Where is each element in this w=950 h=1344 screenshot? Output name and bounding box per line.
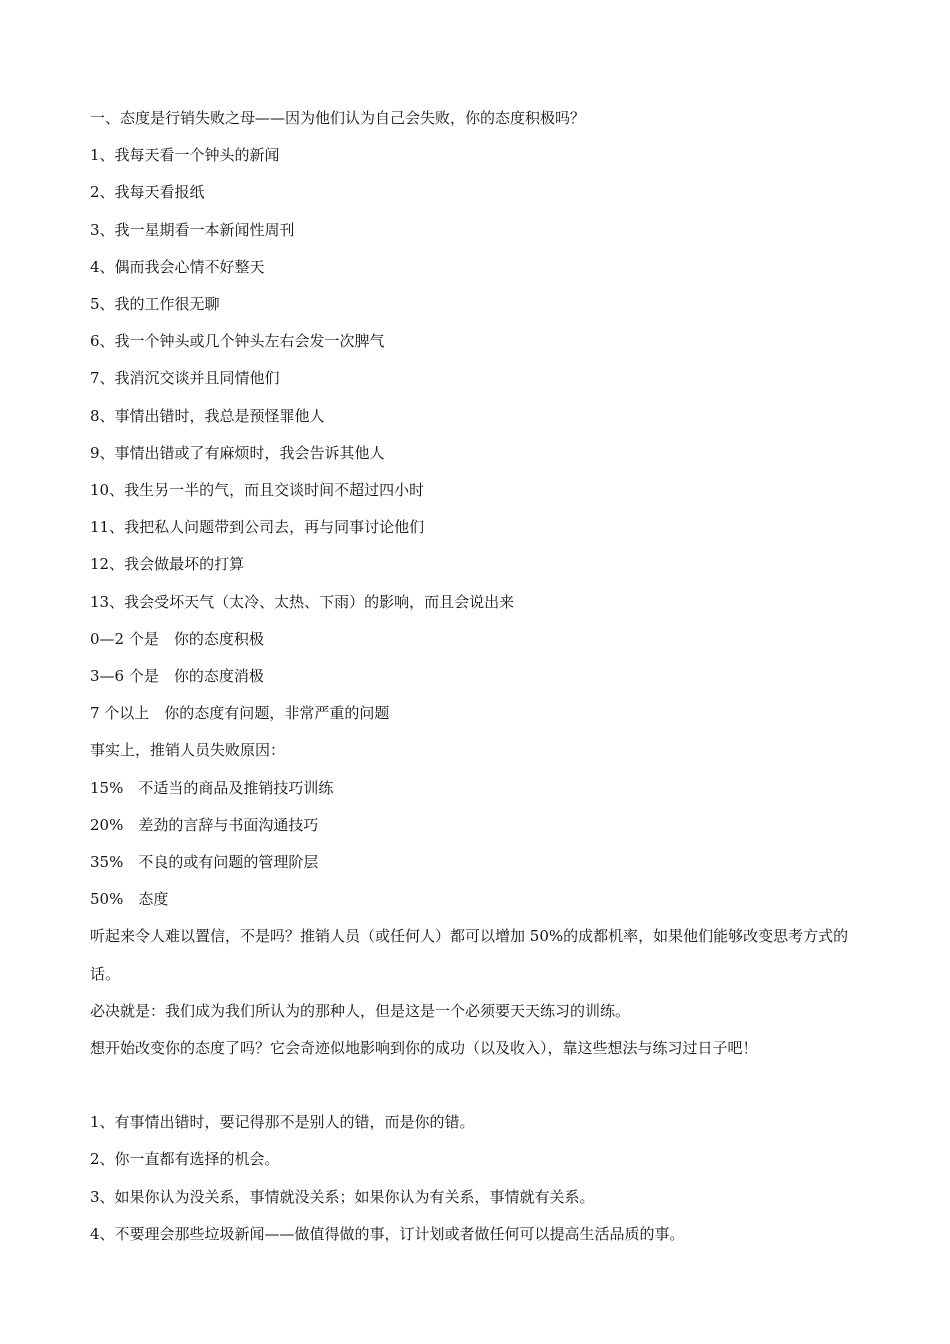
body-paragraph: 听起来令人难以置信，不是吗？推销人员（或任何人）都可以增加 50%的成都机率，如果他们能够改变思考方式的话。: [90, 927, 849, 983]
cause-item: 35% 不良的或有问题的管理阶层: [90, 853, 319, 872]
quiz-item: 11、我把私人问题带到公司去，再与同事讨论他们: [90, 518, 425, 537]
section-heading: 一、态度是行销失败之母——因为他们认为自己会失败，你的态度积极吗？: [90, 109, 586, 127]
quiz-item: 13、我会受坏天气（太冷、太热、下雨）的影响，而且会说出来: [90, 592, 515, 611]
quiz-item: 7、我消沉交谈并且同情他们: [90, 369, 280, 388]
causes-list: [90, 770, 870, 919]
quiz-item: 2、我每天看报纸: [90, 183, 205, 202]
blank-line: [90, 1067, 870, 1104]
quiz-item: 9、事情出错或了有麻烦时，我会告诉其他人: [90, 443, 385, 462]
quiz-item: 12、我会做最坏的打算: [90, 555, 245, 574]
tip-item: 1、有事情出错时，要记得那不是别人的错，而是你的错。: [90, 1113, 475, 1132]
tips-list: [90, 1104, 870, 1253]
tip-item: 3、如果你认为没关系，事情就没关系；如果你认为有关系，事情就有关系。: [90, 1187, 595, 1206]
tip-item: 4、不要理会那些垃圾新闻——做值得做的事，订计划或者做任何可以提高生活品质的事。: [90, 1224, 685, 1243]
cause-item: 15% 不适当的商品及推销技巧训练: [90, 778, 334, 797]
score-item: 3—6 个是 你的态度消极: [90, 667, 264, 686]
quiz-list: [90, 137, 870, 621]
quiz-item: 8、事情出错时，我总是预怪罪他人: [90, 406, 325, 425]
quiz-item: 6、我一个钟头或几个钟头左右会发一次脾气: [90, 332, 385, 351]
document-page: [90, 100, 870, 1253]
quiz-item: 4、偶而我会心情不好整天: [90, 257, 265, 276]
quiz-item: 10、我生另一半的气，而且交谈时间不超过四小时: [90, 481, 425, 500]
causes-intro: 事实上，推销人员失败原因：: [90, 741, 286, 760]
body-paragraph: 必决就是：我们成为我们所认为的那种人，但是这是一个必须要天天练习的训练。: [90, 1001, 631, 1020]
cause-item: 50% 态度: [90, 890, 169, 909]
quiz-item: 1、我每天看一个钟头的新闻: [90, 146, 280, 165]
score-item: 0—2 个是 你的态度积极: [90, 629, 264, 648]
score-item: 7 个以上 你的态度有问题，非常严重的问题: [90, 704, 390, 723]
quiz-item: 3、我一星期看一本新闻性周刊: [90, 220, 295, 239]
score-list: [90, 621, 870, 733]
tip-item: 2、你一直都有选择的机会。: [90, 1150, 280, 1169]
cause-item: 20% 差劲的言辞与书面沟通技巧: [90, 815, 319, 834]
quiz-item: 5、我的工作很无聊: [90, 295, 220, 314]
body-paragraph: 想开始改变你的态度了吗？它会奇迹似地影响到你的成功（以及收入），靠这些想法与练习过日子吧！: [90, 1039, 758, 1058]
